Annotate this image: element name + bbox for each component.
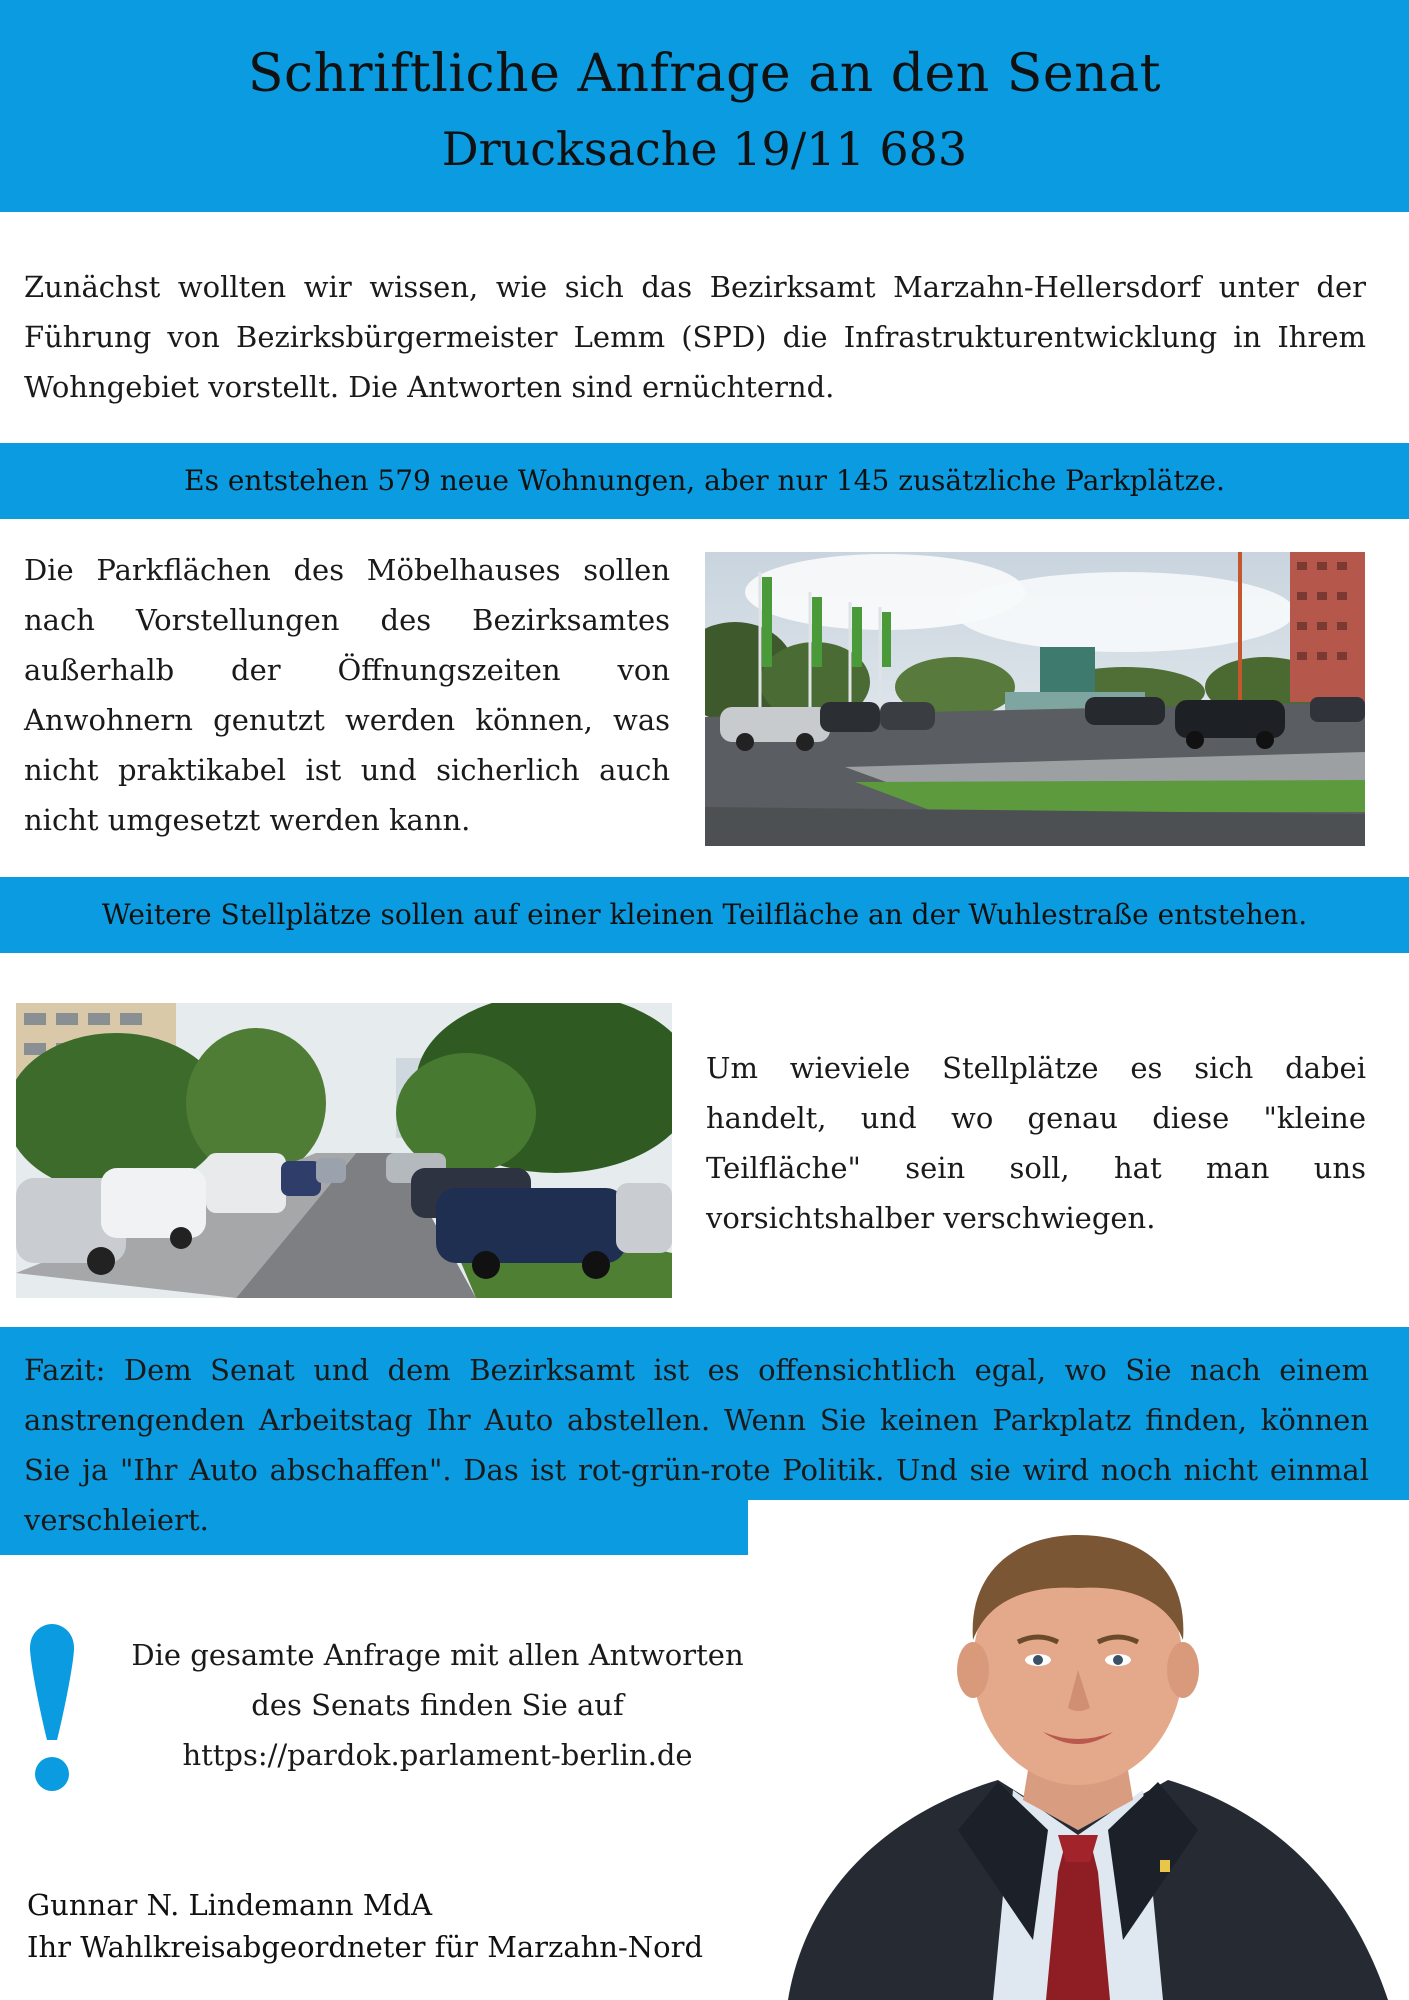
parking-lot-photo: [705, 552, 1365, 846]
street-parking-photo: [16, 1003, 672, 1298]
unknown-spaces-paragraph: Um wieviele Stellplätze es sich dabei handelt, und wo genau diese "kleine Teilfläche" sein soll, hat man uns vorsichtshalber verschwiegen.: [706, 1051, 1366, 1235]
conclusion-paragraph: Fazit: Dem Senat und dem Bezirksamt ist es offensichtlich egal, wo Sie nach einem anstrengenden Arbeitstag Ihr Auto abstellen. Wenn Sie keinen Parkplatz finden, können Sie ja "Ihr Auto abschaffen". Das ist rot-grün-rote Politik. Und sie wird noch nicht einmal verschleiert.: [24, 1353, 1369, 1537]
page-title: Schriftliche Anfrage an den Senat: [247, 44, 1162, 104]
furniture-store-paragraph: Die Parkflächen des Möbelhauses sollen nach Vorstellungen des Bezirksamtes außerhalb der Öffnungszeiten von Anwohnern genutzt werden können, was nicht praktikabel ist und sicherlich auch nicht umgesetzt werden kann.: [24, 553, 670, 837]
highlight-banner-wuhlestrasse: Weitere Stellplätze sollen auf einer kleinen Teilfläche an der Wuhlestraße entstehen.: [0, 877, 1409, 953]
header-banner: [0, 0, 1409, 212]
portrait-photo: [748, 1500, 1409, 2000]
reference-note: [100, 1630, 775, 1780]
signature-role: Ihr Wahlkreisabgeordneter für Marzahn-Nord: [27, 1930, 704, 1964]
signature-name: Gunnar N. Lindemann MdA: [27, 1888, 433, 1922]
page-subtitle: Drucksache 19/11 683: [441, 122, 968, 176]
reference-url-link[interactable]: https://pardok.parlament-berlin.de: [182, 1738, 693, 1772]
reference-note-line2: des Senats finden Sie auf: [251, 1688, 624, 1722]
highlight-banner-apartments: Es entstehen 579 neue Wohnungen, aber nur 145 zusätzliche Parkplätze.: [0, 443, 1409, 519]
reference-note-line1: Die gesamte Anfrage mit allen Antworten: [131, 1638, 744, 1672]
intro-paragraph: Zunächst wollten wir wissen, wie sich das Bezirksamt Marzahn-Hellersdorf unter der Führung von Bezirksbürgermeister Lemm (SPD) die Infrastrukturentwicklung in Ihrem Wohngebiet vorstellt. Die Antworten sind ernüchternd.: [24, 270, 1366, 404]
exclamation-icon: [24, 1622, 80, 1794]
